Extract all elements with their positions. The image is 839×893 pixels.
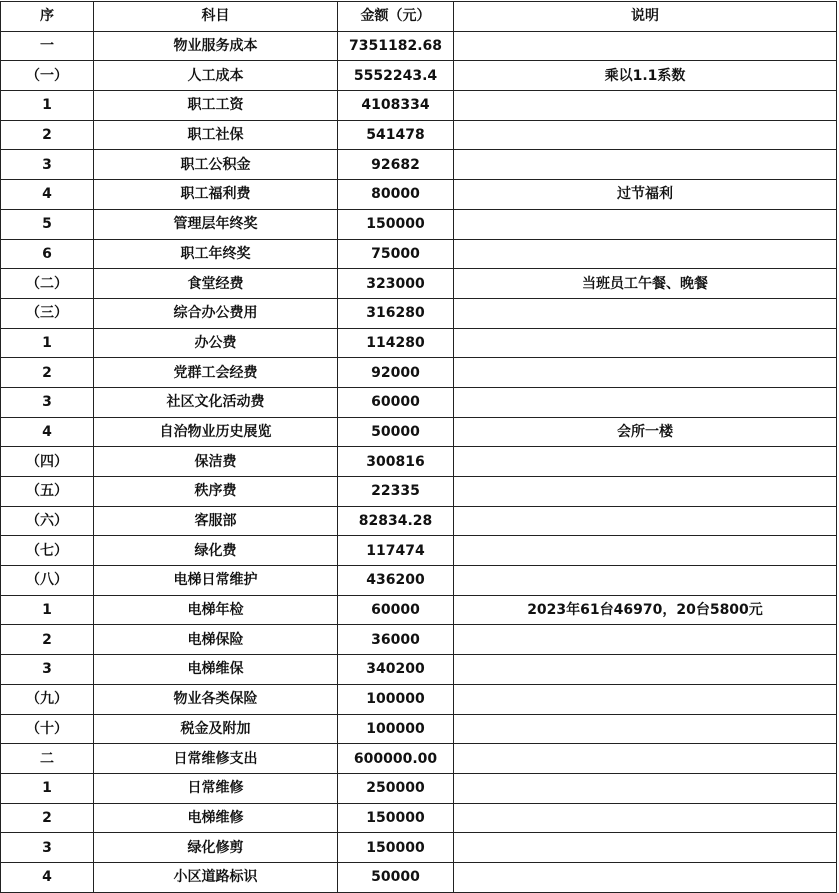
table-row [1, 833, 837, 863]
note-cell [454, 298, 837, 328]
table-row [1, 358, 837, 388]
note-cell [454, 120, 837, 150]
seq-cell: （三） [1, 298, 94, 328]
seq-cell: 2 [1, 625, 94, 655]
note-cell [454, 744, 837, 774]
note-cell [454, 328, 837, 358]
table-row [1, 209, 837, 239]
seq-cell: 二 [1, 744, 94, 774]
amount-cell: 4108334 [338, 91, 454, 121]
note-cell [454, 387, 837, 417]
header-subject: 科目 [94, 2, 338, 32]
note-cell [454, 566, 837, 596]
subject-cell: 食堂经费 [94, 269, 338, 299]
note-cell: 当班员工午餐、晚餐 [454, 269, 837, 299]
note-cell [454, 477, 837, 507]
amount-cell: 92000 [338, 358, 454, 388]
seq-cell: 3 [1, 655, 94, 685]
table-row [1, 803, 837, 833]
amount-cell: 80000 [338, 180, 454, 210]
note-cell [454, 625, 837, 655]
table-row [1, 239, 837, 269]
subject-cell: 电梯日常维护 [94, 566, 338, 596]
seq-cell: 2 [1, 803, 94, 833]
subject-cell: 物业服务成本 [94, 31, 338, 61]
note-cell [454, 358, 837, 388]
amount-cell: 250000 [338, 773, 454, 803]
seq-cell: （八） [1, 566, 94, 596]
table-row [1, 625, 837, 655]
amount-cell: 323000 [338, 269, 454, 299]
subject-cell: 综合办公费用 [94, 298, 338, 328]
seq-cell: 3 [1, 833, 94, 863]
amount-cell: 117474 [338, 536, 454, 566]
amount-cell: 300816 [338, 447, 454, 477]
note-cell: 2023年61台46970，20台5800元 [454, 595, 837, 625]
amount-cell: 50000 [338, 862, 454, 892]
seq-cell: （五） [1, 477, 94, 507]
subject-cell: 绿化费 [94, 536, 338, 566]
table-row [1, 31, 837, 61]
table-row [1, 595, 837, 625]
note-cell [454, 684, 837, 714]
subject-cell: 社区文化活动费 [94, 387, 338, 417]
subject-cell: 职工福利费 [94, 180, 338, 210]
amount-cell: 82834.28 [338, 506, 454, 536]
header-note: 说明 [454, 2, 837, 32]
amount-cell: 92682 [338, 150, 454, 180]
note-cell [454, 447, 837, 477]
table-row [1, 773, 837, 803]
note-cell [454, 91, 837, 121]
amount-cell: 600000.00 [338, 744, 454, 774]
seq-cell: 5 [1, 209, 94, 239]
subject-cell: 税金及附加 [94, 714, 338, 744]
table-row [1, 506, 837, 536]
subject-cell: 秩序费 [94, 477, 338, 507]
seq-cell: 1 [1, 773, 94, 803]
note-cell: 过节福利 [454, 180, 837, 210]
table-row [1, 61, 837, 91]
table-body [1, 31, 837, 892]
subject-cell: 小区道路标识 [94, 862, 338, 892]
amount-cell: 50000 [338, 417, 454, 447]
amount-cell: 114280 [338, 328, 454, 358]
seq-cell: 1 [1, 595, 94, 625]
seq-cell: 2 [1, 120, 94, 150]
table-row [1, 298, 837, 328]
amount-cell: 541478 [338, 120, 454, 150]
seq-cell: （七） [1, 536, 94, 566]
note-cell [454, 833, 837, 863]
subject-cell: 职工工资 [94, 91, 338, 121]
subject-cell: 电梯年检 [94, 595, 338, 625]
subject-cell: 职工公积金 [94, 150, 338, 180]
table-row [1, 862, 837, 892]
subject-cell: 物业各类保险 [94, 684, 338, 714]
table-row [1, 477, 837, 507]
table-row [1, 387, 837, 417]
table-row [1, 91, 837, 121]
subject-cell: 办公费 [94, 328, 338, 358]
amount-cell: 340200 [338, 655, 454, 685]
seq-cell: （四） [1, 447, 94, 477]
note-cell: 乘以1.1系数 [454, 61, 837, 91]
table-row [1, 536, 837, 566]
amount-cell: 75000 [338, 239, 454, 269]
seq-cell: （六） [1, 506, 94, 536]
amount-cell: 36000 [338, 625, 454, 655]
table-row [1, 714, 837, 744]
seq-cell: （九） [1, 684, 94, 714]
table-row [1, 180, 837, 210]
seq-cell: 2 [1, 358, 94, 388]
table-row [1, 655, 837, 685]
seq-cell: （十） [1, 714, 94, 744]
header-row [1, 2, 837, 32]
amount-cell: 60000 [338, 595, 454, 625]
subject-cell: 日常维修 [94, 773, 338, 803]
subject-cell: 客服部 [94, 506, 338, 536]
table-row [1, 150, 837, 180]
note-cell [454, 714, 837, 744]
subject-cell: 人工成本 [94, 61, 338, 91]
note-cell [454, 773, 837, 803]
table-row [1, 328, 837, 358]
seq-cell: （一） [1, 61, 94, 91]
note-cell [454, 655, 837, 685]
note-cell: 会所一楼 [454, 417, 837, 447]
table-row [1, 269, 837, 299]
subject-cell: 电梯维修 [94, 803, 338, 833]
amount-cell: 436200 [338, 566, 454, 596]
subject-cell: 党群工会经费 [94, 358, 338, 388]
note-cell [454, 209, 837, 239]
budget-table [0, 1, 837, 893]
amount-cell: 150000 [338, 803, 454, 833]
seq-cell: 4 [1, 180, 94, 210]
note-cell [454, 150, 837, 180]
note-cell [454, 803, 837, 833]
note-cell [454, 862, 837, 892]
subject-cell: 职工年终奖 [94, 239, 338, 269]
amount-cell: 316280 [338, 298, 454, 328]
amount-cell: 7351182.68 [338, 31, 454, 61]
table-row [1, 744, 837, 774]
seq-cell: 3 [1, 387, 94, 417]
seq-cell: 4 [1, 862, 94, 892]
seq-cell: 4 [1, 417, 94, 447]
amount-cell: 100000 [338, 684, 454, 714]
header-seq: 序 [1, 2, 94, 32]
seq-cell: 3 [1, 150, 94, 180]
table-row [1, 120, 837, 150]
note-cell [454, 536, 837, 566]
note-cell [454, 506, 837, 536]
table-row [1, 566, 837, 596]
note-cell [454, 239, 837, 269]
amount-cell: 150000 [338, 209, 454, 239]
amount-cell: 22335 [338, 477, 454, 507]
table-row [1, 417, 837, 447]
amount-cell: 60000 [338, 387, 454, 417]
subject-cell: 职工社保 [94, 120, 338, 150]
header-amount: 金额（元） [338, 2, 454, 32]
seq-cell: （二） [1, 269, 94, 299]
seq-cell: 1 [1, 91, 94, 121]
seq-cell: 6 [1, 239, 94, 269]
subject-cell: 电梯维保 [94, 655, 338, 685]
subject-cell: 自治物业历史展览 [94, 417, 338, 447]
seq-cell: 一 [1, 31, 94, 61]
subject-cell: 保洁费 [94, 447, 338, 477]
subject-cell: 绿化修剪 [94, 833, 338, 863]
table-row [1, 684, 837, 714]
table-row [1, 447, 837, 477]
note-cell [454, 31, 837, 61]
seq-cell: 1 [1, 328, 94, 358]
amount-cell: 5552243.4 [338, 61, 454, 91]
subject-cell: 管理层年终奖 [94, 209, 338, 239]
subject-cell: 日常维修支出 [94, 744, 338, 774]
subject-cell: 电梯保险 [94, 625, 338, 655]
amount-cell: 100000 [338, 714, 454, 744]
amount-cell: 150000 [338, 833, 454, 863]
